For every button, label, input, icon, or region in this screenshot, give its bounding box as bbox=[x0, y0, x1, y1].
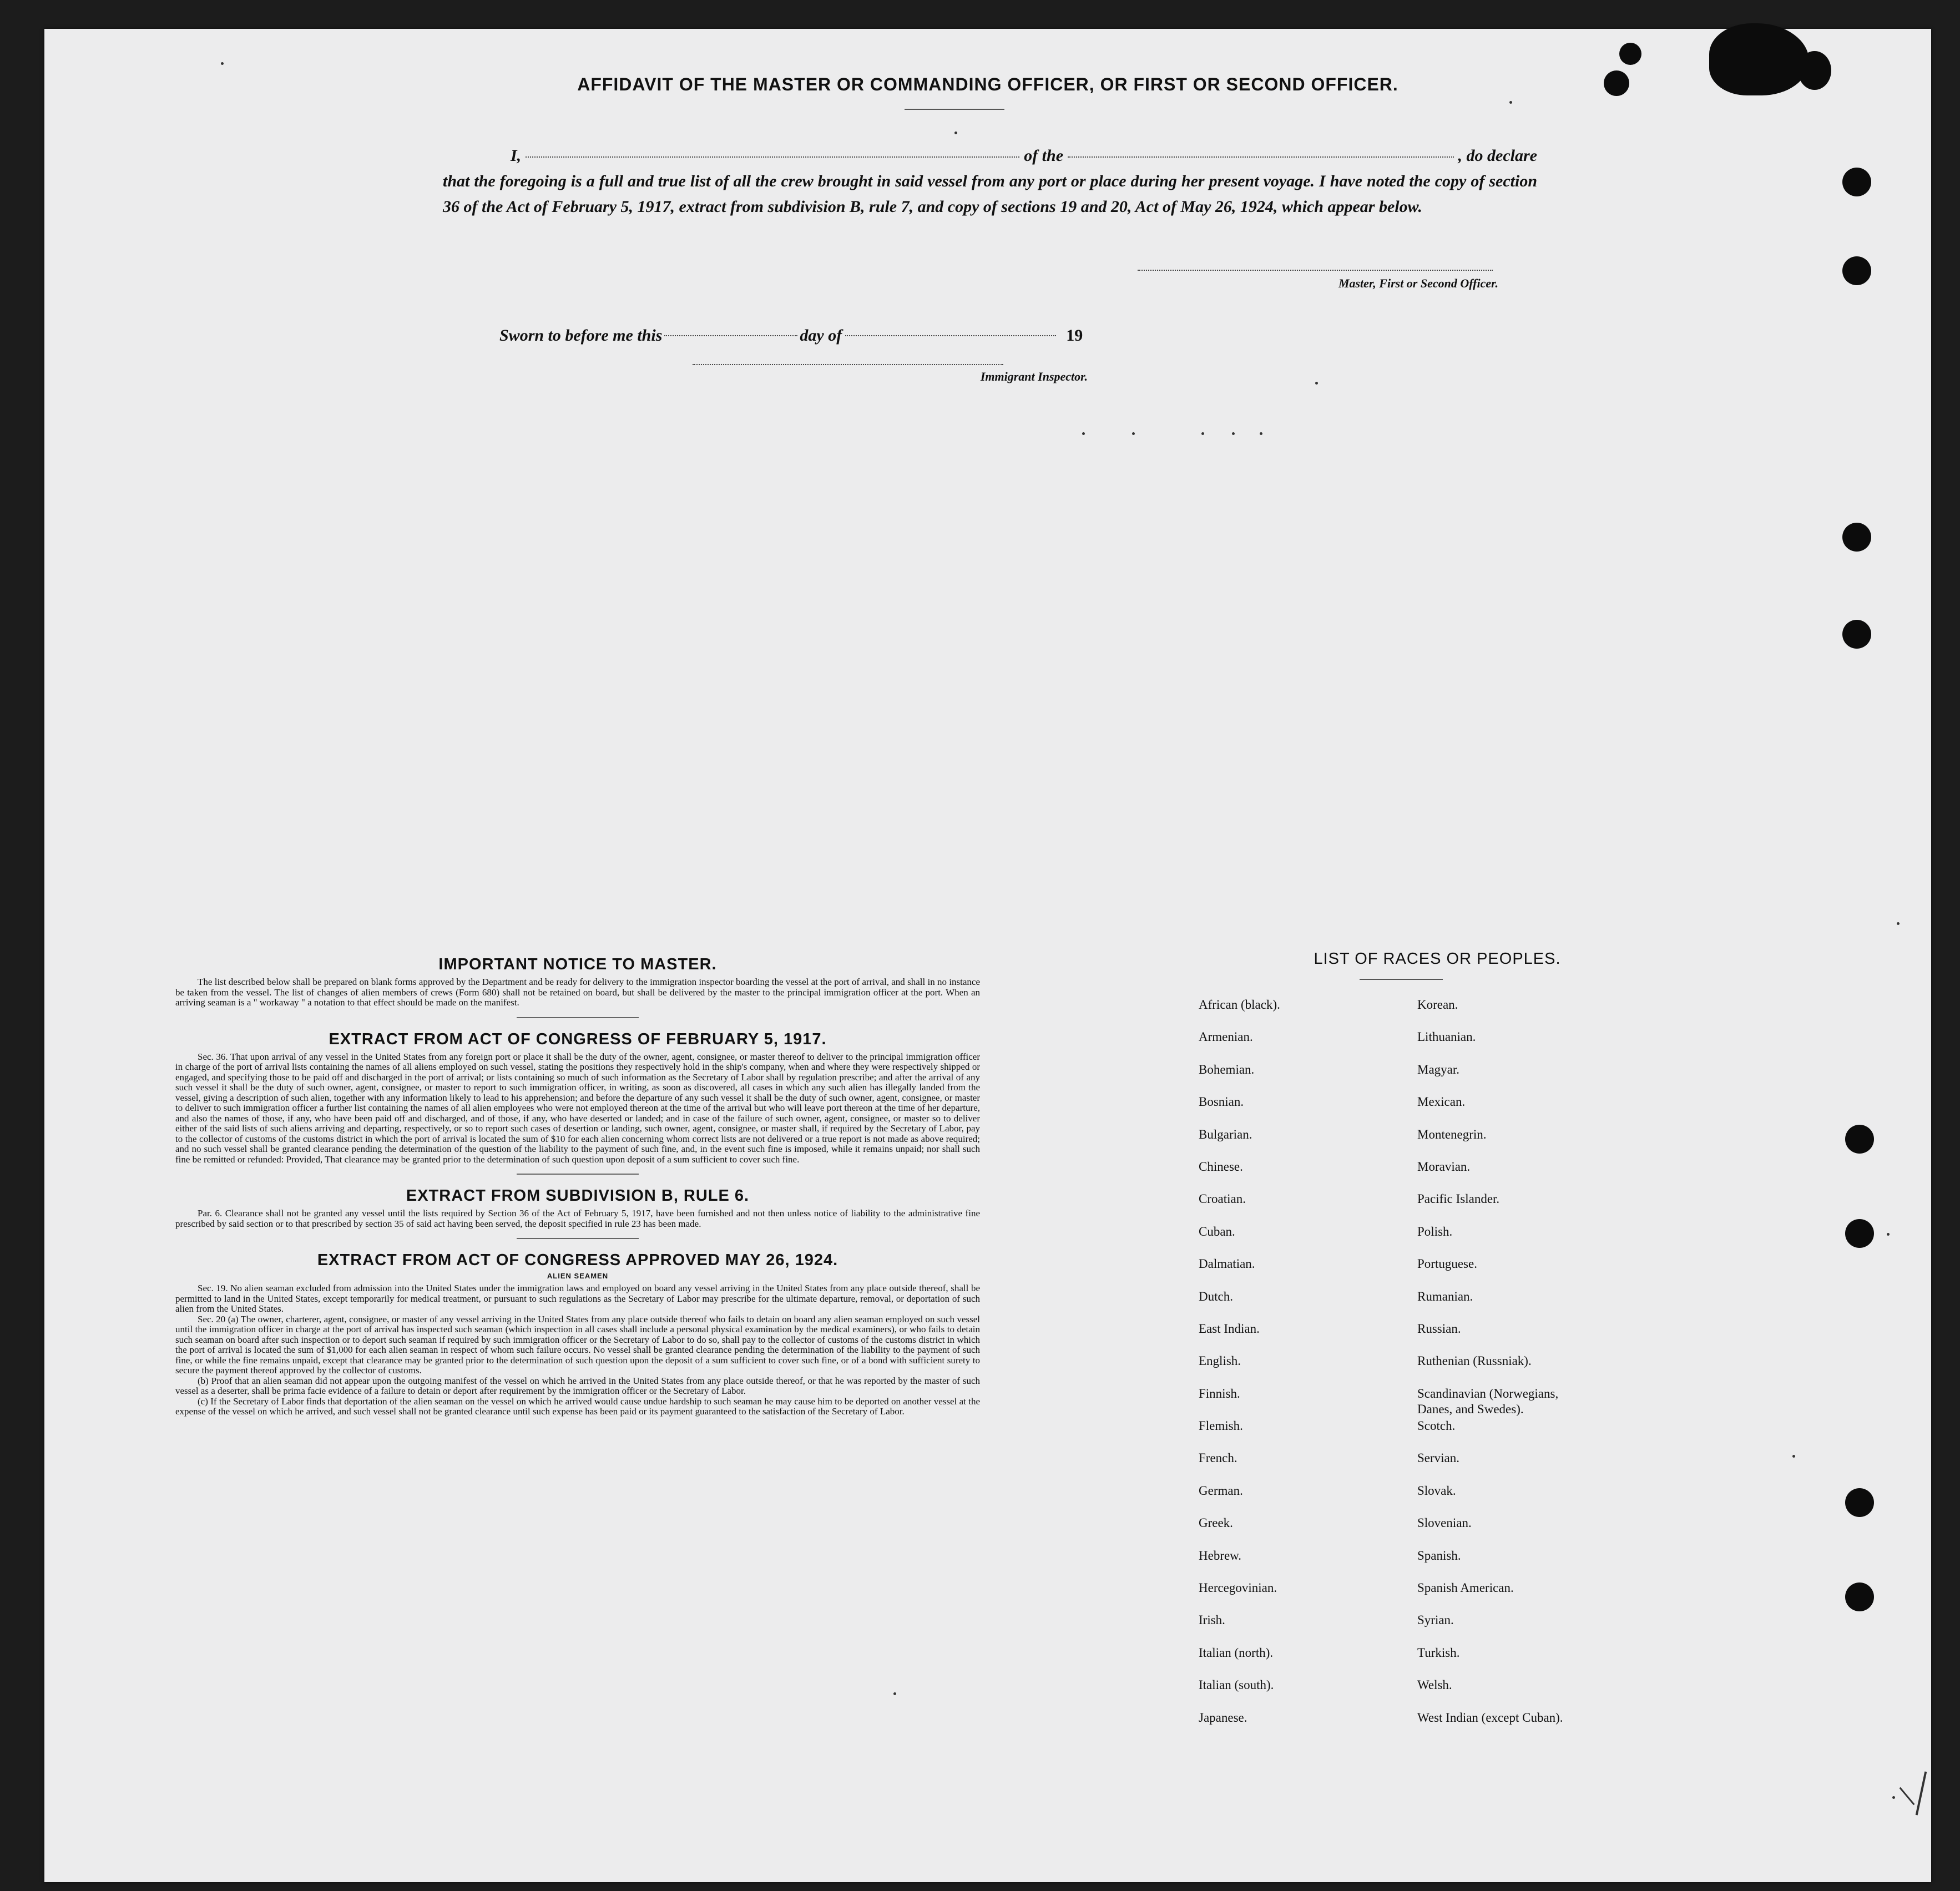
punch-hole bbox=[1845, 1582, 1874, 1611]
race-item: Welsh. bbox=[1417, 1678, 1452, 1692]
race-item: French. bbox=[1199, 1451, 1237, 1465]
sworn-line bbox=[499, 323, 1083, 348]
inspector-caption: Immigrant Inspector. bbox=[980, 370, 1088, 383]
sec20a-text: Sec. 20 (a) The owner, charterer, agent, consignee, or master of any vessel arriving in the United States from any place outside thereof who fails to detain on board any alien seaman employed on such vessel until the immigration officer in charge at the port of arrival has inspected such seaman (which inspection in all cases shall include a personal physical examination by the medical examiners), or who fails to detain such seaman on board after such inspection or to deport such seaman if required by such immigration officer or the Secretary of Labor to do so, shall pay to the collector of customs of the customs district in which the port of arrival is located the sum of $1,000 for each alien seaman in respect of whom such failure occurs. No vessel shall be granted clearance pending the determination of the liability to the payment of such fine, or while the fine remains unpaid, except that clearance may be granted prior to the determination of such question upon the deposit of a sum sufficient to cover such fine, or of a bond with sufficient surety to secure the payment thereof approved by the collector of customs. bbox=[175, 1313, 980, 1376]
pen-mark bbox=[1916, 1771, 1927, 1815]
race-item: Finnish. bbox=[1199, 1386, 1240, 1400]
race-item: Syrian. bbox=[1417, 1613, 1454, 1627]
punch-hole bbox=[1619, 43, 1641, 65]
divider bbox=[517, 1017, 639, 1018]
affidavit-title: AFFIDAVIT OF THE MASTER OR COMMANDING OFFICER, OR FIRST OR SECOND OFFICER. bbox=[577, 74, 1398, 94]
races-heading: LIST OF RACES OR PEOPLES. bbox=[1314, 950, 1561, 968]
title-underline bbox=[905, 109, 1004, 110]
race-item: Slovenian. bbox=[1417, 1516, 1472, 1530]
race-item: Italian (north). bbox=[1199, 1645, 1274, 1660]
race-item: African (black). bbox=[1199, 998, 1280, 1012]
speck bbox=[1792, 1455, 1795, 1458]
race-item: German. bbox=[1199, 1483, 1243, 1498]
race-item: Cuban. bbox=[1199, 1224, 1235, 1238]
sec19-text: Sec. 19. No alien seaman excluded from admission into the United States under the immigration laws and employed on board any vessel arriving in the United States from any place outside thereof, shall be permitted to land in the United States, except temporarily for medical treatment, or pursuant to such regulations as the Secretary of Labor may prescribe for the ultimate departure, removal, or deportation of such alien from the United States. bbox=[175, 1283, 980, 1314]
officer-signature-line[interactable] bbox=[1138, 270, 1493, 271]
race-item: Hebrew. bbox=[1199, 1548, 1242, 1563]
extract1-text: Sec. 36. That upon arrival of any vessel in the United States from any foreign port or place it shall be the duty of the owner, agent, consignee, or master thereof to deliver to the principal immigration officer in charge of the port of arrival lists containing the names of all aliens employed on such vessel, stating the positions they respectively hold in the ship's company, when and where they were respectively shipped or engaged, and specifying those to be paid off and discharged in the port of arrival; or lists containing so much of such information as the Secretary of Labor shall by regulation prescribe; and after the arrival of any such vessel it shall be the duty of such owner, agent, consignee, or master to report to such immigration officer, in writing, as soon as discovered, all cases in which any such alien has illegally landed from the vessel, giving a description of such alien, together with any information likely to lead to his apprehension; and before the departure of any such vessel it shall be the duty of such owner, agent, consignee, or master to deliver to such immigration officer a further list containing the names of all alien employees who were not employed thereon at the time of the arrival but who will leave port thereon at the time of her departure, and also the names of those, if any, who have been paid off and discharged, and of those, if any, who have deserted or landed; and in case of the failure of such owner, agent, consignee, or master so to deliver either of the said lists of such aliens arriving and departing, respectively, or so to report such cases of desertion or landing, such owner, agent, consignee, or master shall, if required by the Secretary of Labor, pay to the collector of customs of the customs district in which the port of arrival is located the sum of $10 for each alien concerning whom correct lists are not delivered or a true report is not made as above required; and no such vessel shall be granted clearance pending the determination of the question of the liability to the payment of such fine, and, in the event such fine is imposed, while it remains unpaid; nor shall such fine be remitted or refunded: Provided, That clearance may be granted prior to the determination of such question upon deposit of a sum sufficient to cover such fine. bbox=[175, 1051, 980, 1165]
race-item: Spanish American. bbox=[1417, 1581, 1514, 1595]
extract2-text: Par. 6. Clearance shall not be granted any vessel until the lists required by Section 36 of the Act of February 5, 1917, have been furnished and not then unless notice of liability to the administrative fine prescribed by said section or to that prescribed by section 35 of said act having been served, the deposit specified in rule 23 has been made. bbox=[175, 1208, 980, 1229]
race-item: West Indian (except Cuban). bbox=[1417, 1710, 1563, 1725]
race-item: Pacific Islander. bbox=[1417, 1192, 1500, 1206]
notice-heading: IMPORTANT NOTICE TO MASTER. bbox=[438, 955, 717, 973]
race-item: Dutch. bbox=[1199, 1289, 1233, 1303]
race-item: Servian. bbox=[1417, 1451, 1460, 1465]
extract2-heading: EXTRACT FROM SUBDIVISION B, RULE 6. bbox=[406, 1187, 750, 1205]
races-column-2 bbox=[1417, 997, 1695, 1742]
speck bbox=[1232, 432, 1235, 435]
race-item: Bohemian. bbox=[1199, 1062, 1255, 1076]
speck bbox=[954, 132, 957, 134]
sworn-year: 19 bbox=[1066, 326, 1083, 345]
race-item: Bosnian. bbox=[1199, 1095, 1244, 1109]
race-item: Hercegovinian. bbox=[1199, 1581, 1277, 1595]
race-item: Chinese. bbox=[1199, 1159, 1243, 1174]
inspector-signature-line[interactable] bbox=[693, 364, 1003, 365]
speck bbox=[1897, 922, 1900, 925]
races-column-1 bbox=[1199, 997, 1410, 1742]
race-item: Korean. bbox=[1417, 998, 1458, 1012]
punch-hole bbox=[1842, 523, 1871, 552]
sworn-month-field[interactable] bbox=[845, 335, 1056, 336]
speck bbox=[1892, 1796, 1895, 1799]
race-item: Slovak. bbox=[1417, 1483, 1456, 1498]
divider bbox=[517, 1174, 639, 1175]
race-item: Montenegrin. bbox=[1417, 1127, 1487, 1141]
sworn-prefix: Sworn to before me this bbox=[499, 326, 663, 345]
punch-hole bbox=[1845, 1219, 1874, 1248]
race-item: Croatian. bbox=[1199, 1192, 1246, 1206]
punch-hole bbox=[1845, 1488, 1874, 1517]
speck bbox=[1201, 432, 1204, 435]
race-item: Flemish. bbox=[1199, 1419, 1243, 1433]
race-item: Irish. bbox=[1199, 1613, 1225, 1627]
race-item: East Indian. bbox=[1199, 1321, 1260, 1336]
race-item: Greek. bbox=[1199, 1516, 1233, 1530]
alien-seamen-label: ALIEN SEAMEN bbox=[547, 1272, 609, 1280]
of-the-label: of the bbox=[1024, 146, 1064, 165]
speck bbox=[1082, 432, 1085, 435]
sec20b-text: (b) Proof that an alien seaman did not appear upon the outgoing manifest of the vessel on which he arrived in the United States from any place outside thereof, or that he was reported by the master of such vessel as a deserter, shall be prima facie evidence of a failure to detain or deport after requirement by the immigration officer or the Secretary of Labor. bbox=[175, 1375, 980, 1396]
divider bbox=[517, 1238, 639, 1239]
race-item: Lithuanian. bbox=[1417, 1030, 1476, 1044]
speck bbox=[1887, 1233, 1890, 1236]
speck bbox=[221, 62, 224, 65]
document-page bbox=[44, 29, 1931, 1882]
sec20c-text: (c) If the Secretary of Labor finds that deportation of the alien seaman on the vessel on which he arrived would cause undue hardship to such seaman he may cause him to be deported on another vessel at the expense of the vessel on which he arrived, and such vessel shall not be granted clearance until such expense has been paid or its payment guaranteed to the satisfaction of the Secretary of Labor. bbox=[175, 1396, 980, 1417]
notice-column bbox=[175, 955, 980, 1417]
race-item: Rumanian. bbox=[1417, 1289, 1473, 1303]
punch-hole bbox=[1845, 1125, 1874, 1154]
affidavit-statement: that the foregoing is a full and true list of all the crew brought in said vessel from any port or place during her present voyage. I have noted the copy of section 36 of the Act of February 5, 1917, extract from subdivision B, rule 7, and copy of sections 19 and 20, Act of May 26, 1924, which appear below. bbox=[443, 172, 1537, 216]
race-item: Spanish. bbox=[1417, 1548, 1461, 1563]
speck bbox=[893, 1692, 896, 1695]
speck bbox=[1132, 432, 1135, 435]
race-item: Japanese. bbox=[1199, 1710, 1247, 1725]
race-item: Moravian. bbox=[1417, 1159, 1471, 1174]
sworn-day-field[interactable] bbox=[664, 335, 797, 336]
race-item: Ruthenian (Russniak). bbox=[1417, 1354, 1532, 1368]
race-item: Russian. bbox=[1417, 1321, 1461, 1336]
punch-hole bbox=[1842, 168, 1871, 196]
race-item: Dalmatian. bbox=[1199, 1257, 1255, 1271]
extract3-heading: EXTRACT FROM ACT OF CONGRESS APPROVED MAY 26, 1924. bbox=[317, 1251, 838, 1269]
do-declare-label: , do declare bbox=[1458, 146, 1537, 165]
notice-text: The list described below shall be prepared on blank forms approved by the Department and be ready for delivery to the immigration inspector boarding the vessel at the port of arrival, and shall in no instance be taken from the vessel. The list of changes of alien members of crews (Form 680) shall not be retained on board, but shall be delivered by the master to the principal immigration officer at the port. When an arriving seaman is a " workaway " a notation to that effect should be made on the manifest. bbox=[175, 977, 980, 1008]
race-item: Mexican. bbox=[1417, 1095, 1466, 1109]
affidavit-body-block bbox=[443, 143, 1537, 220]
race-item: Scotch. bbox=[1417, 1419, 1456, 1433]
speck bbox=[1315, 382, 1318, 385]
pen-mark bbox=[1899, 1787, 1914, 1806]
punch-hole bbox=[1842, 256, 1871, 285]
race-item: Armenian. bbox=[1199, 1030, 1253, 1044]
race-item: Magyar. bbox=[1417, 1062, 1460, 1076]
race-item: Scandinavian (Norwegians, Danes, and Swedes). bbox=[1417, 1386, 1559, 1416]
race-item: Bulgarian. bbox=[1199, 1127, 1252, 1141]
punch-hole bbox=[1842, 620, 1871, 649]
vessel-name-field[interactable] bbox=[1068, 156, 1454, 158]
race-item: Portuguese. bbox=[1417, 1257, 1477, 1271]
race-item: Turkish. bbox=[1417, 1645, 1460, 1660]
speck bbox=[1260, 432, 1262, 435]
extract1-heading: EXTRACT FROM ACT OF CONGRESS OF FEBRUARY 5, 1917. bbox=[329, 1030, 827, 1048]
races-underline bbox=[1360, 979, 1443, 980]
speck bbox=[1509, 101, 1512, 104]
race-item: Polish. bbox=[1417, 1224, 1453, 1238]
sworn-day-of: day of bbox=[800, 326, 842, 345]
race-item: Italian (south). bbox=[1199, 1678, 1274, 1692]
declarant-line bbox=[443, 143, 1537, 169]
race-item: English. bbox=[1199, 1354, 1241, 1368]
i-label: I, bbox=[511, 146, 522, 165]
signature-caption: Master, First or Second Officer. bbox=[1338, 276, 1498, 290]
declarant-name-field[interactable] bbox=[526, 156, 1019, 158]
